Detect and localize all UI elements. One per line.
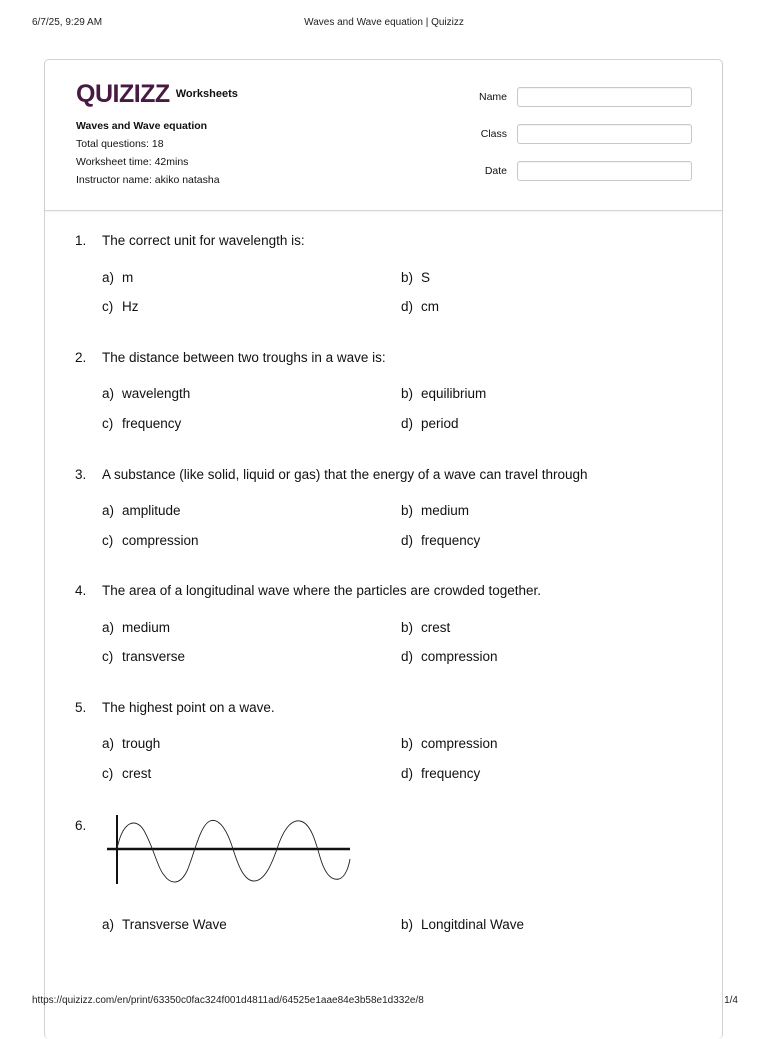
option-6a: a) Transverse Wave	[102, 917, 227, 932]
print-datetime: 6/7/25, 9:29 AM	[32, 17, 103, 28]
print-url: https://quizizz.com/en/print/63350c0fac324f001d4811ad/64525e1aae84e3b58e1d332e/8	[32, 995, 424, 1006]
option-3d: d) frequency	[401, 533, 481, 548]
name-field[interactable]	[517, 87, 692, 107]
name-label: Name	[478, 91, 507, 103]
question-text: The correct unit for wavelength is:	[102, 233, 305, 248]
date-field[interactable]	[517, 161, 692, 181]
class-field[interactable]	[517, 124, 692, 144]
question-number: 3.	[75, 467, 87, 482]
option-5d: d) frequency	[401, 766, 481, 781]
quizizz-logo	[76, 80, 238, 109]
option-5b: b) compression	[401, 736, 498, 751]
option-2b: b) equilibrium	[401, 386, 487, 401]
question-number: 4.	[75, 583, 87, 598]
option-4b: b) crest	[401, 620, 451, 635]
option-1b: b) S	[401, 270, 431, 285]
option-3b: b) medium	[401, 503, 470, 518]
option-5c: c) crest	[102, 766, 152, 781]
option-1c: c) Hz	[102, 299, 139, 314]
option-4c: c) transverse	[102, 649, 186, 664]
print-page-title: Waves and Wave equation | Quizizz	[304, 17, 464, 28]
option-1a: a) m	[102, 270, 134, 285]
logo-wordmark: QUIZIZZ	[76, 80, 170, 108]
question-text: A substance (like solid, liquid or gas) that the energy of a wave can travel through	[102, 467, 588, 482]
option-3c: c) compression	[102, 533, 199, 548]
worksheet-title: Waves and Wave equation	[76, 120, 208, 132]
option-4a: a) medium	[102, 620, 171, 635]
question-number: 2.	[75, 350, 87, 365]
option-6b: b) Longitdinal Wave	[401, 917, 525, 932]
total-questions: Total questions: 18	[76, 138, 164, 150]
question-text: The distance between two troughs in a wave is:	[102, 350, 386, 365]
option-5a: a) trough	[102, 736, 161, 751]
option-4d: d) compression	[401, 649, 498, 664]
worksheet-header	[45, 60, 722, 211]
instructor-name: Instructor name: akiko natasha	[76, 174, 220, 186]
question-text: The area of a longitudinal wave where the particles are crowded together.	[102, 583, 542, 598]
question-number: 5.	[75, 700, 87, 715]
logo-product-label: Worksheets	[175, 88, 238, 100]
option-2a: a) wavelength	[102, 386, 191, 401]
option-1d: d) cm	[401, 299, 439, 314]
wave-curve	[117, 820, 350, 882]
option-2d: d) period	[401, 416, 459, 431]
worksheet-time: Worksheet time: 42mins	[76, 156, 189, 168]
option-2c: c) frequency	[102, 416, 182, 431]
question-number: 6.	[75, 818, 87, 833]
question-number: 1.	[75, 233, 87, 248]
option-3a: a) amplitude	[102, 503, 181, 518]
transverse-wave-image	[60, 753, 360, 893]
date-label: Date	[484, 165, 507, 177]
print-page-number: 1/4	[724, 995, 738, 1006]
class-label: Class	[480, 128, 507, 140]
question-text: The highest point on a wave.	[102, 700, 275, 715]
